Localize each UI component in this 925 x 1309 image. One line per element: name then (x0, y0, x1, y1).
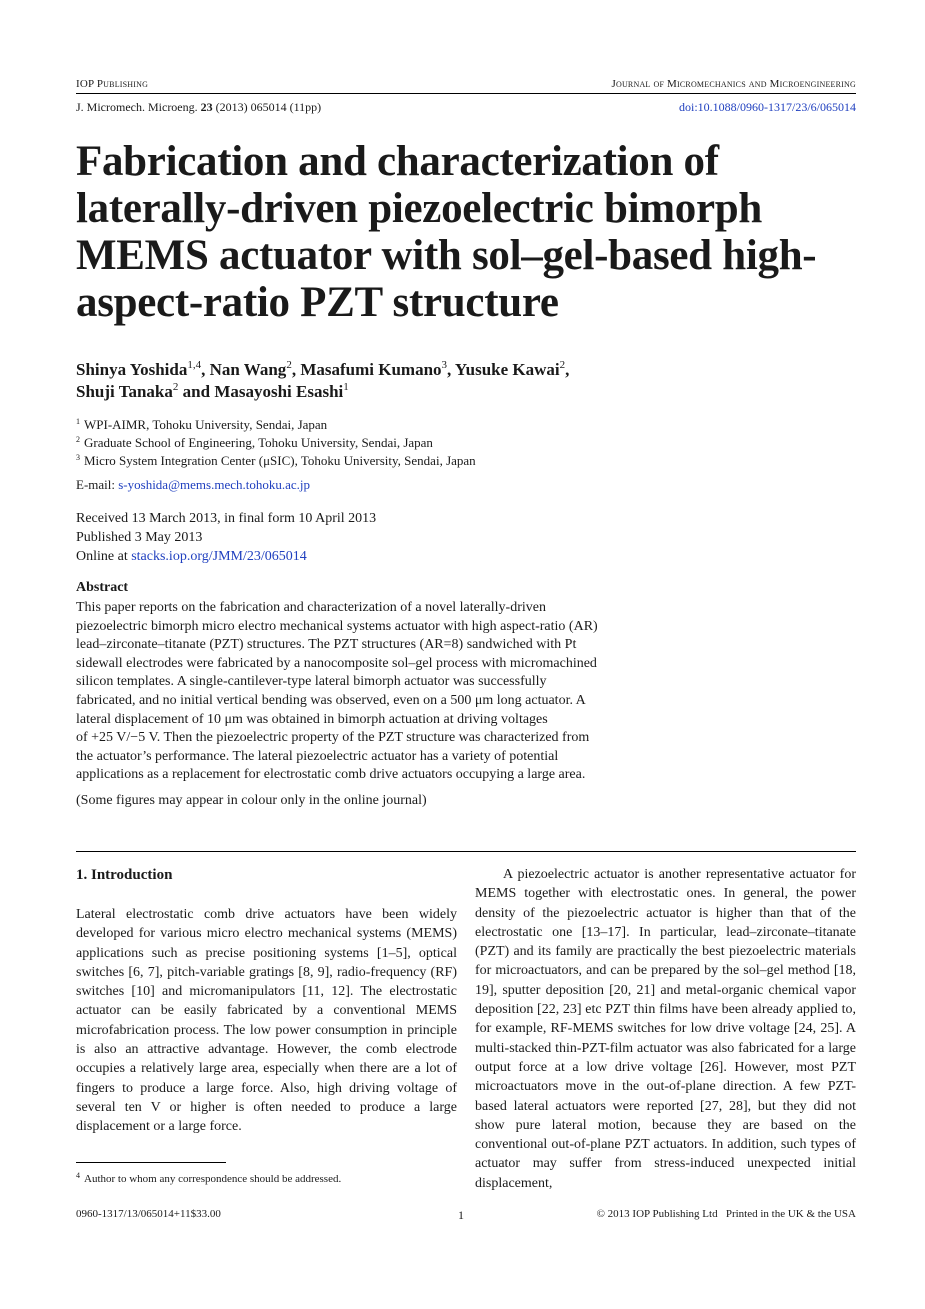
header-rule (76, 93, 856, 94)
email-link[interactable]: s-yoshida@mems.mech.tohoku.ac.jp (118, 477, 311, 492)
email-line: E-mail: s-yoshida@mems.mech.tohoku.ac.jp (76, 477, 311, 492)
abstract-line: piezoelectric bimorph micro electro mechanical systems actuator with high aspect-ratio (AR) (76, 618, 598, 634)
abstract-line: the actuator’s performance. The lateral piezoelectric actuator has a variety of potential (76, 748, 559, 764)
author: Masayoshi Esashi$^1$ (214, 381, 349, 401)
intro-paragraph-right: A piezoelectric actuator is another representative actuator for MEMS together with electrostatic ones. In general, the power density of the piezoelectric actuator is higher than that of the electrostatic one [13–17]. In particular, lead–zirconate–titanate (PZT) and its family are practically the best piezoelectric materials for microactuators, and can be prepared by the sol–gel method [18, 19], sputter deposition [20, 21] and metal-organic chemical vapor deposition [22, 23] etc PZT thin films have been already applied to, for example, RF-MEMS switches for low drive voltage [24, 25]. A multi-stacked thin-PZT-film actuator was also fabricated for a large output force at a low drive voltage [26]. However, most PZT microactuators move in the out-of-plane direction. A few PZT-based lateral actuators were reported [27, 28], but they did not show pure lateral motion, because they are based on the conventional out-of-plane PZT actuators. In addition, such types of actuator may suffer from stress-induced unexpected initial displacement, (475, 867, 856, 1191)
right-column (475, 865, 856, 1193)
affiliation: $^2$ Graduate School of Engineering, Tohoku University, Sendai, Japan (76, 435, 433, 450)
section-rule (76, 851, 856, 852)
abstract-line: silicon templates. A single-cantilever-type lateral bimorph actuator was successfully (76, 674, 547, 690)
doi-link[interactable]: doi:10.1088/0960-1317/23/6/065014 (679, 100, 856, 114)
citation-suffix: (2013) 065014 (11pp) (212, 100, 322, 114)
running-head-publisher: IOP Publishing (76, 78, 149, 90)
abstract-line: applications as a replacement for electrostatic comb drive actuators occupying a large area. (76, 767, 586, 783)
journal-citation (76, 100, 321, 115)
running-head-journal: Journal of Micromechanics and Microengineering (611, 78, 856, 90)
paper-title: Fabrication and characterization of laterally-driven piezoelectric bimorph MEMS actuator with sol–gel-based high-aspect-ratio PZT structure (76, 138, 817, 326)
published-date: Published 3 May 2013 (76, 530, 203, 545)
author: Nan Wang$^2$, (209, 359, 301, 379)
colour-note: (Some figures may appear in colour only in the online journal) (76, 793, 427, 808)
abstract-line: This paper reports on the fabrication and characterization of a novel laterally-driven (76, 600, 546, 615)
publication-dates (76, 509, 376, 566)
author: Shinya Yoshida$^{1,4}$, (76, 359, 210, 379)
abstract-line: sidewall electrodes were fabricated by a nanocomposite sol–gel process with micromachined (76, 655, 597, 671)
issn-price: 0960-1317/13/065014+11$33.00 (76, 1208, 221, 1220)
abstract-line: lateral displacement of 10 μm was obtained in bimorph actuation at driving voltages (76, 711, 548, 727)
citation-volume: 23 (200, 100, 213, 114)
abstract-line: lead–zirconate–titanate (PZT) structures. The PZT structures (AR=8) sandwiched with Pt (76, 637, 577, 653)
affiliation: $^1$ WPI-AIMR, Tohoku University, Sendai, Japan (76, 417, 328, 432)
citation-prefix: J. Micromech. Microeng. (76, 100, 201, 114)
received-date: Received 13 March 2013, in final form 10 April 2013 (76, 511, 377, 526)
left-column (76, 905, 457, 1137)
author: Masafumi Kumano$^3$, (300, 359, 455, 379)
intro-paragraph-left: Lateral electrostatic comb drive actuators have been widely developed for various micro electro mechanical systems (MEMS) applications such as precise positioning systems [1–5], optical switches [6, 7], pitch-variable gratings [8, 9], radio-frequency (RF) switches [10] and micromanipulators [11, 12]. The electrostatic actuator can be easily fabricated by a conventional MEMS microfabrication process. The low power consumption in principle is also an attractive advantage. However, the comb electrode occupies a relatively large area, especially when there are a lot of fingers to produce a large force. Also, high driving voltage of several ten V or higher is often needed to produce a large displacement or a large force. (76, 907, 457, 1135)
abstract-line: fabricated, and no initial vertical bending was observed, even on a 500 μm long actuator. A (76, 692, 586, 708)
abstract-body (76, 599, 676, 785)
copyright-line: © 2013 IOP Publishing Ltd Printed in the UK & the USA (596, 1208, 856, 1220)
author: Yusuke Kawai$^2$, (454, 359, 570, 379)
author-list (76, 359, 856, 403)
affiliation: $^3$ Micro System Integration Center (μSIC), Tohoku University, Sendai, Japan (76, 453, 476, 468)
section-heading: 1. Introduction (76, 867, 173, 883)
page-number: 1 (458, 1208, 464, 1222)
abstract-line: of +25 V/−5 V. Then the piezoelectric property of the PZT structure was characterized from (76, 730, 590, 746)
footnote: $^4$ Author to whom any correspondence should be addressed. (76, 1171, 342, 1185)
abstract-heading: Abstract (76, 580, 129, 595)
online-link[interactable]: stacks.iop.org/JMM/23/065014 (131, 549, 307, 564)
footnote-rule (76, 1162, 226, 1163)
online-line: Online at stacks.iop.org/JMM/23/065014 (76, 549, 307, 564)
author: Shuji Tanaka$^2$ and (76, 381, 215, 401)
